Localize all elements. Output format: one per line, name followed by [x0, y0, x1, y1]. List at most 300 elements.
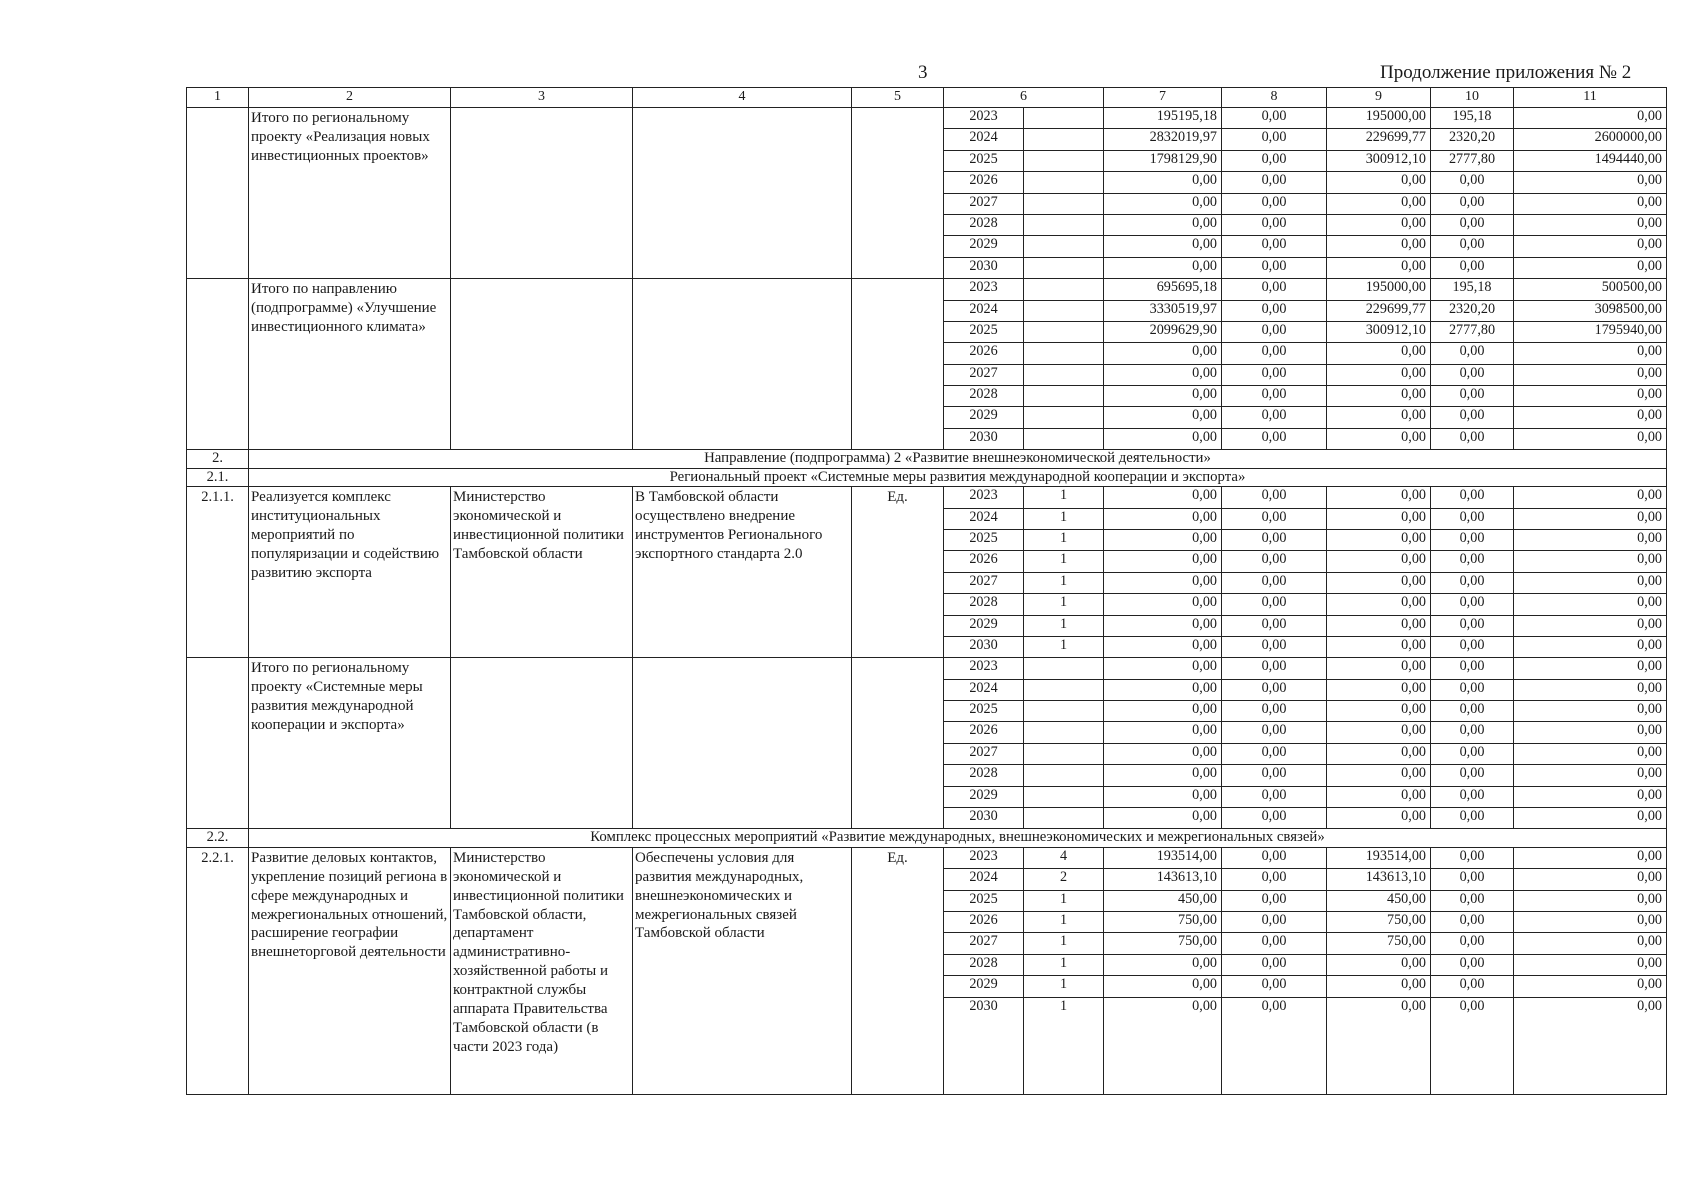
- quantity-cell: 1: [1024, 997, 1104, 1094]
- local-amount: 0,00: [1431, 701, 1514, 722]
- federal-amount: 0,00: [1222, 279, 1327, 300]
- year-cell: 2024: [944, 129, 1024, 150]
- local-amount: 0,00: [1431, 933, 1514, 954]
- regional-amount: 229699,77: [1327, 300, 1431, 321]
- year-cell: 2026: [944, 172, 1024, 193]
- year-cell: 2023: [944, 658, 1024, 679]
- total-amount: 0,00: [1104, 786, 1222, 807]
- federal-amount: 0,00: [1222, 808, 1327, 829]
- total-amount: 0,00: [1104, 615, 1222, 636]
- year-cell: 2025: [944, 150, 1024, 171]
- regional-amount: 0,00: [1327, 364, 1431, 385]
- quantity-cell: 1: [1024, 890, 1104, 911]
- federal-amount: 0,00: [1222, 487, 1327, 508]
- year-cell: 2026: [944, 912, 1024, 933]
- total-amount: 0,00: [1104, 701, 1222, 722]
- year-cell: 2028: [944, 386, 1024, 407]
- column-header: 11: [1514, 88, 1667, 108]
- local-amount: 0,00: [1431, 912, 1514, 933]
- total-amount: 0,00: [1104, 343, 1222, 364]
- extrabudgetary-amount: 0,00: [1514, 636, 1667, 657]
- section-title: Направление (подпрограмма) 2 «Развитие внешнеэкономической деятельности»: [249, 450, 1667, 468]
- extrabudgetary-amount: 0,00: [1514, 786, 1667, 807]
- regional-amount: 0,00: [1327, 193, 1431, 214]
- unit: Ед.: [852, 487, 944, 658]
- regional-amount: 0,00: [1327, 407, 1431, 428]
- quantity-cell: [1024, 150, 1104, 171]
- section-index: 2.1.: [187, 468, 249, 486]
- regional-amount: 0,00: [1327, 976, 1431, 997]
- quantity-cell: [1024, 658, 1104, 679]
- extrabudgetary-amount: 0,00: [1514, 108, 1667, 129]
- local-amount: 195,18: [1431, 279, 1514, 300]
- year-cell: 2029: [944, 236, 1024, 257]
- federal-amount: 0,00: [1222, 933, 1327, 954]
- local-amount: 0,00: [1431, 386, 1514, 407]
- federal-amount: 0,00: [1222, 150, 1327, 171]
- quantity-cell: 1: [1024, 572, 1104, 593]
- regional-amount: 0,00: [1327, 615, 1431, 636]
- activity-name: Итого по региональному проекту «Системные меры развития международной кооперации и экспорта»: [249, 658, 451, 829]
- quantity-cell: [1024, 343, 1104, 364]
- extrabudgetary-amount: 0,00: [1514, 808, 1667, 829]
- regional-amount: 0,00: [1327, 386, 1431, 407]
- total-amount: 0,00: [1104, 594, 1222, 615]
- section-title: Комплекс процессных мероприятий «Развитие международных, внешнеэкономических и межрегиональных связей»: [249, 829, 1667, 847]
- total-amount: 0,00: [1104, 954, 1222, 975]
- row-index: [187, 108, 249, 279]
- quantity-cell: [1024, 364, 1104, 385]
- table-row: [187, 279, 1667, 300]
- local-amount: 0,00: [1431, 428, 1514, 449]
- local-amount: 0,00: [1431, 257, 1514, 278]
- year-cell: 2026: [944, 343, 1024, 364]
- extrabudgetary-amount: 0,00: [1514, 428, 1667, 449]
- quantity-cell: [1024, 172, 1104, 193]
- section-row: [187, 468, 1667, 486]
- year-cell: 2027: [944, 572, 1024, 593]
- column-header: 4: [633, 88, 852, 108]
- extrabudgetary-amount: 0,00: [1514, 236, 1667, 257]
- regional-amount: 195000,00: [1327, 279, 1431, 300]
- year-cell: 2029: [944, 407, 1024, 428]
- total-amount: 0,00: [1104, 679, 1222, 700]
- total-amount: 450,00: [1104, 890, 1222, 911]
- page-number: 3: [918, 62, 928, 83]
- quantity-cell: 1: [1024, 508, 1104, 529]
- extrabudgetary-amount: 0,00: [1514, 257, 1667, 278]
- section-row: [187, 450, 1667, 468]
- section-title: Региональный проект «Системные меры развития международной кооперации и экспорта»: [249, 468, 1667, 486]
- regional-amount: 0,00: [1327, 743, 1431, 764]
- total-amount: 0,00: [1104, 236, 1222, 257]
- quantity-cell: [1024, 279, 1104, 300]
- year-cell: 2025: [944, 529, 1024, 550]
- federal-amount: 0,00: [1222, 572, 1327, 593]
- local-amount: 0,00: [1431, 594, 1514, 615]
- unit: [852, 279, 944, 450]
- year-cell: 2028: [944, 594, 1024, 615]
- appendix-title: Продолжение приложения № 2: [1380, 62, 1632, 83]
- column-header: 9: [1327, 88, 1431, 108]
- extrabudgetary-amount: 0,00: [1514, 551, 1667, 572]
- quantity-cell: 1: [1024, 636, 1104, 657]
- total-amount: 0,00: [1104, 722, 1222, 743]
- local-amount: 0,00: [1431, 743, 1514, 764]
- total-amount: 0,00: [1104, 765, 1222, 786]
- column-header: 7: [1104, 88, 1222, 108]
- federal-amount: 0,00: [1222, 890, 1327, 911]
- total-amount: 0,00: [1104, 976, 1222, 997]
- result-description: [633, 108, 852, 279]
- federal-amount: 0,00: [1222, 847, 1327, 868]
- quantity-cell: [1024, 321, 1104, 342]
- quantity-cell: 2: [1024, 869, 1104, 890]
- regional-amount: 0,00: [1327, 954, 1431, 975]
- regional-amount: 0,00: [1327, 572, 1431, 593]
- quantity-cell: [1024, 236, 1104, 257]
- local-amount: 2320,20: [1431, 300, 1514, 321]
- quantity-cell: 1: [1024, 912, 1104, 933]
- total-amount: 0,00: [1104, 636, 1222, 657]
- local-amount: 2777,80: [1431, 321, 1514, 342]
- extrabudgetary-amount: 1494440,00: [1514, 150, 1667, 171]
- total-amount: 0,00: [1104, 658, 1222, 679]
- total-amount: 193514,00: [1104, 847, 1222, 868]
- local-amount: 0,00: [1431, 722, 1514, 743]
- local-amount: 0,00: [1431, 869, 1514, 890]
- quantity-cell: [1024, 428, 1104, 449]
- extrabudgetary-amount: 0,00: [1514, 847, 1667, 868]
- row-index: [187, 279, 249, 450]
- column-header: 10: [1431, 88, 1514, 108]
- total-amount: 195195,18: [1104, 108, 1222, 129]
- table-body: [187, 88, 1667, 1095]
- quantity-cell: 1: [1024, 529, 1104, 550]
- quantity-cell: [1024, 679, 1104, 700]
- year-cell: 2028: [944, 954, 1024, 975]
- total-amount: 0,00: [1104, 997, 1222, 1094]
- table-row: [187, 108, 1667, 129]
- year-cell: 2027: [944, 364, 1024, 385]
- year-cell: 2023: [944, 487, 1024, 508]
- regional-amount: 0,00: [1327, 679, 1431, 700]
- local-amount: 0,00: [1431, 364, 1514, 385]
- total-amount: 0,00: [1104, 193, 1222, 214]
- column-header: 8: [1222, 88, 1327, 108]
- quantity-cell: [1024, 214, 1104, 235]
- table-row: [187, 487, 1667, 508]
- executor: Министерство экономической и инвестиционной политики Тамбовской области: [451, 487, 633, 658]
- unit: [852, 658, 944, 829]
- federal-amount: 0,00: [1222, 343, 1327, 364]
- local-amount: 0,00: [1431, 236, 1514, 257]
- federal-amount: 0,00: [1222, 551, 1327, 572]
- regional-amount: 0,00: [1327, 257, 1431, 278]
- total-amount: 0,00: [1104, 551, 1222, 572]
- executor: [451, 658, 633, 829]
- extrabudgetary-amount: 3098500,00: [1514, 300, 1667, 321]
- regional-amount: 0,00: [1327, 997, 1431, 1094]
- column-header: 5: [852, 88, 944, 108]
- quantity-cell: [1024, 129, 1104, 150]
- quantity-cell: 4: [1024, 847, 1104, 868]
- section-index: 2.: [187, 450, 249, 468]
- extrabudgetary-amount: 0,00: [1514, 679, 1667, 700]
- federal-amount: 0,00: [1222, 257, 1327, 278]
- quantity-cell: [1024, 300, 1104, 321]
- extrabudgetary-amount: 1795940,00: [1514, 321, 1667, 342]
- regional-amount: 0,00: [1327, 808, 1431, 829]
- executor: Министерство экономической и инвестиционной политики Тамбовской области, департамент административно-хозяйственной работы и контрактной службы аппарата Правительства Тамбовской области (в части 2023 года): [451, 847, 633, 1094]
- regional-amount: 0,00: [1327, 658, 1431, 679]
- activity-name: Развитие деловых контактов, укрепление позиций региона в сфере международных и межрегиональных отношений, расширение географии внешнеторговой деятельности: [249, 847, 451, 1094]
- row-index: [187, 658, 249, 829]
- quantity-cell: 1: [1024, 594, 1104, 615]
- federal-amount: 0,00: [1222, 321, 1327, 342]
- regional-amount: 750,00: [1327, 933, 1431, 954]
- local-amount: 0,00: [1431, 214, 1514, 235]
- regional-amount: 143613,10: [1327, 869, 1431, 890]
- total-amount: 0,00: [1104, 808, 1222, 829]
- local-amount: 0,00: [1431, 765, 1514, 786]
- federal-amount: 0,00: [1222, 193, 1327, 214]
- regional-amount: 750,00: [1327, 912, 1431, 933]
- extrabudgetary-amount: 0,00: [1514, 976, 1667, 997]
- total-amount: 0,00: [1104, 407, 1222, 428]
- year-cell: 2028: [944, 765, 1024, 786]
- extrabudgetary-amount: 0,00: [1514, 572, 1667, 593]
- financing-table: [186, 87, 1667, 1095]
- year-cell: 2027: [944, 743, 1024, 764]
- federal-amount: 0,00: [1222, 300, 1327, 321]
- federal-amount: 0,00: [1222, 594, 1327, 615]
- extrabudgetary-amount: 0,00: [1514, 487, 1667, 508]
- extrabudgetary-amount: 0,00: [1514, 765, 1667, 786]
- extrabudgetary-amount: 0,00: [1514, 594, 1667, 615]
- local-amount: 0,00: [1431, 954, 1514, 975]
- regional-amount: 450,00: [1327, 890, 1431, 911]
- local-amount: 0,00: [1431, 636, 1514, 657]
- local-amount: 0,00: [1431, 572, 1514, 593]
- quantity-cell: [1024, 701, 1104, 722]
- activity-name: Итого по региональному проекту «Реализация новых инвестиционных проектов»: [249, 108, 451, 279]
- year-cell: 2024: [944, 300, 1024, 321]
- unit: [852, 108, 944, 279]
- executor: [451, 108, 633, 279]
- column-header: 2: [249, 88, 451, 108]
- result-description: В Тамбовской области осуществлено внедрение инструментов Регионального экспортного стандарта 2.0: [633, 487, 852, 658]
- quantity-cell: [1024, 386, 1104, 407]
- regional-amount: 0,00: [1327, 765, 1431, 786]
- regional-amount: 300912,10: [1327, 150, 1431, 171]
- local-amount: 0,00: [1431, 658, 1514, 679]
- extrabudgetary-amount: 0,00: [1514, 193, 1667, 214]
- year-cell: 2023: [944, 279, 1024, 300]
- local-amount: 0,00: [1431, 343, 1514, 364]
- activity-name: Реализуется комплекс институциональных мероприятий по популяризации и содействию развитию экспорта: [249, 487, 451, 658]
- regional-amount: 0,00: [1327, 487, 1431, 508]
- federal-amount: 0,00: [1222, 529, 1327, 550]
- row-index: 2.1.1.: [187, 487, 249, 658]
- regional-amount: 0,00: [1327, 636, 1431, 657]
- quantity-cell: [1024, 765, 1104, 786]
- year-cell: 2030: [944, 636, 1024, 657]
- extrabudgetary-amount: 0,00: [1514, 997, 1667, 1094]
- total-amount: 1798129,90: [1104, 150, 1222, 171]
- quantity-cell: [1024, 722, 1104, 743]
- quantity-cell: 1: [1024, 954, 1104, 975]
- total-amount: 0,00: [1104, 172, 1222, 193]
- column-header: 6: [944, 88, 1104, 108]
- extrabudgetary-amount: 0,00: [1514, 386, 1667, 407]
- extrabudgetary-amount: 0,00: [1514, 364, 1667, 385]
- quantity-cell: [1024, 743, 1104, 764]
- extrabudgetary-amount: 500500,00: [1514, 279, 1667, 300]
- quantity-cell: 1: [1024, 615, 1104, 636]
- local-amount: 0,00: [1431, 679, 1514, 700]
- unit: Ед.: [852, 847, 944, 1094]
- quantity-cell: 1: [1024, 551, 1104, 572]
- extrabudgetary-amount: 0,00: [1514, 407, 1667, 428]
- local-amount: 2320,20: [1431, 129, 1514, 150]
- local-amount: 0,00: [1431, 508, 1514, 529]
- federal-amount: 0,00: [1222, 679, 1327, 700]
- local-amount: 0,00: [1431, 847, 1514, 868]
- total-amount: 0,00: [1104, 529, 1222, 550]
- year-cell: 2029: [944, 615, 1024, 636]
- total-amount: 0,00: [1104, 386, 1222, 407]
- extrabudgetary-amount: 0,00: [1514, 743, 1667, 764]
- regional-amount: 0,00: [1327, 508, 1431, 529]
- local-amount: 195,18: [1431, 108, 1514, 129]
- activity-name: Итого по направлению (подпрограмме) «Улучшение инвестиционного климата»: [249, 279, 451, 450]
- row-index: 2.2.1.: [187, 847, 249, 1094]
- total-amount: 750,00: [1104, 933, 1222, 954]
- column-header: 3: [451, 88, 633, 108]
- quantity-cell: [1024, 193, 1104, 214]
- local-amount: 0,00: [1431, 976, 1514, 997]
- federal-amount: 0,00: [1222, 172, 1327, 193]
- extrabudgetary-amount: 0,00: [1514, 890, 1667, 911]
- year-cell: 2025: [944, 890, 1024, 911]
- local-amount: 0,00: [1431, 193, 1514, 214]
- total-amount: 0,00: [1104, 428, 1222, 449]
- regional-amount: 300912,10: [1327, 321, 1431, 342]
- federal-amount: 0,00: [1222, 912, 1327, 933]
- result-description: Обеспечены условия для развития международных, внешнеэкономических и межрегиональных связей Тамбовской области: [633, 847, 852, 1094]
- total-amount: 0,00: [1104, 572, 1222, 593]
- regional-amount: 0,00: [1327, 214, 1431, 235]
- regional-amount: 0,00: [1327, 786, 1431, 807]
- federal-amount: 0,00: [1222, 743, 1327, 764]
- quantity-cell: [1024, 407, 1104, 428]
- year-cell: 2026: [944, 551, 1024, 572]
- extrabudgetary-amount: 0,00: [1514, 658, 1667, 679]
- regional-amount: 229699,77: [1327, 129, 1431, 150]
- local-amount: 0,00: [1431, 786, 1514, 807]
- federal-amount: 0,00: [1222, 722, 1327, 743]
- quantity-cell: 1: [1024, 933, 1104, 954]
- year-cell: 2029: [944, 786, 1024, 807]
- year-cell: 2027: [944, 933, 1024, 954]
- total-amount: 695695,18: [1104, 279, 1222, 300]
- total-amount: 0,00: [1104, 487, 1222, 508]
- quantity-cell: [1024, 108, 1104, 129]
- total-amount: 3330519,97: [1104, 300, 1222, 321]
- federal-amount: 0,00: [1222, 636, 1327, 657]
- federal-amount: 0,00: [1222, 407, 1327, 428]
- section-row: [187, 829, 1667, 847]
- total-amount: 0,00: [1104, 214, 1222, 235]
- federal-amount: 0,00: [1222, 786, 1327, 807]
- regional-amount: 0,00: [1327, 701, 1431, 722]
- federal-amount: 0,00: [1222, 108, 1327, 129]
- year-cell: 2028: [944, 214, 1024, 235]
- total-amount: 0,00: [1104, 364, 1222, 385]
- extrabudgetary-amount: 0,00: [1514, 933, 1667, 954]
- local-amount: 0,00: [1431, 529, 1514, 550]
- result-description: [633, 658, 852, 829]
- year-cell: 2023: [944, 847, 1024, 868]
- table-row: [187, 658, 1667, 679]
- extrabudgetary-amount: 0,00: [1514, 343, 1667, 364]
- extrabudgetary-amount: 0,00: [1514, 615, 1667, 636]
- local-amount: 2777,80: [1431, 150, 1514, 171]
- year-cell: 2030: [944, 428, 1024, 449]
- local-amount: 0,00: [1431, 890, 1514, 911]
- regional-amount: 0,00: [1327, 343, 1431, 364]
- total-amount: 0,00: [1104, 508, 1222, 529]
- extrabudgetary-amount: 2600000,00: [1514, 129, 1667, 150]
- year-cell: 2024: [944, 508, 1024, 529]
- federal-amount: 0,00: [1222, 658, 1327, 679]
- year-cell: 2025: [944, 701, 1024, 722]
- regional-amount: 0,00: [1327, 529, 1431, 550]
- extrabudgetary-amount: 0,00: [1514, 214, 1667, 235]
- federal-amount: 0,00: [1222, 765, 1327, 786]
- local-amount: 0,00: [1431, 172, 1514, 193]
- table-row: [187, 847, 1667, 868]
- federal-amount: 0,00: [1222, 869, 1327, 890]
- federal-amount: 0,00: [1222, 701, 1327, 722]
- year-cell: 2024: [944, 869, 1024, 890]
- regional-amount: 0,00: [1327, 428, 1431, 449]
- regional-amount: 0,00: [1327, 551, 1431, 572]
- result-description: [633, 279, 852, 450]
- year-cell: 2026: [944, 722, 1024, 743]
- total-amount: 0,00: [1104, 257, 1222, 278]
- total-amount: 143613,10: [1104, 869, 1222, 890]
- extrabudgetary-amount: 0,00: [1514, 529, 1667, 550]
- year-cell: 2030: [944, 257, 1024, 278]
- federal-amount: 0,00: [1222, 214, 1327, 235]
- total-amount: 2832019,97: [1104, 129, 1222, 150]
- federal-amount: 0,00: [1222, 428, 1327, 449]
- regional-amount: 0,00: [1327, 594, 1431, 615]
- federal-amount: 0,00: [1222, 364, 1327, 385]
- local-amount: 0,00: [1431, 551, 1514, 572]
- section-index: 2.2.: [187, 829, 249, 847]
- column-header-row: [187, 88, 1667, 108]
- quantity-cell: 1: [1024, 976, 1104, 997]
- executor: [451, 279, 633, 450]
- regional-amount: 193514,00: [1327, 847, 1431, 868]
- year-cell: 2024: [944, 679, 1024, 700]
- year-cell: 2029: [944, 976, 1024, 997]
- local-amount: 0,00: [1431, 487, 1514, 508]
- regional-amount: 0,00: [1327, 172, 1431, 193]
